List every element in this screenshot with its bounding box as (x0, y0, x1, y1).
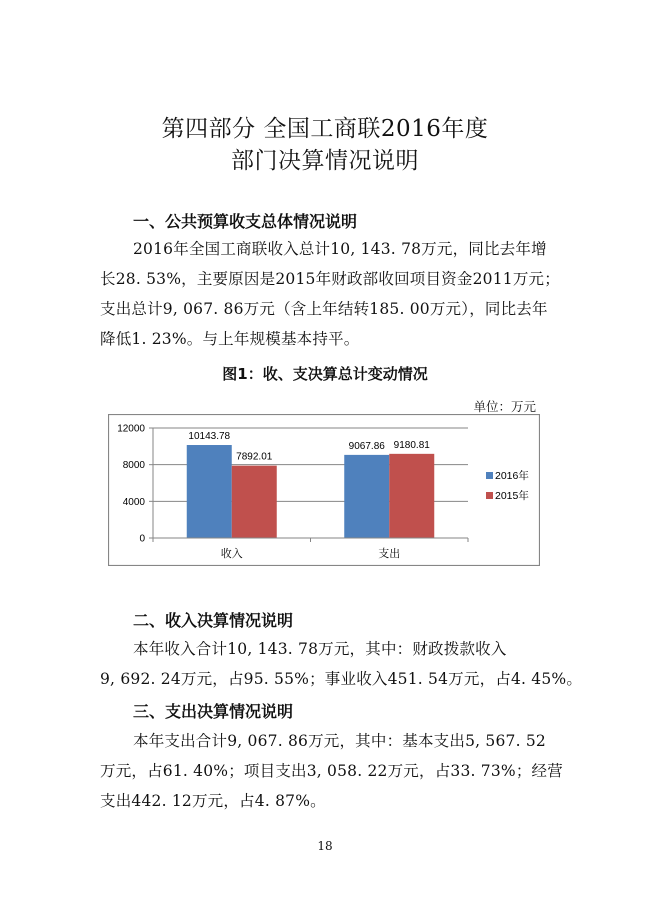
data-label: 10143.78 (188, 431, 231, 443)
x-tick-label: 支出 (378, 548, 401, 560)
bar-2016年-支出 (344, 455, 389, 538)
section-3-line-1: 本年支出合计9, 067. 86万元，其中：基本支出5, 567. 52 (133, 732, 546, 750)
data-label: 9067.86 (348, 440, 385, 452)
bar-2016年-收入 (187, 445, 232, 538)
legend-swatch (486, 492, 493, 499)
section-2-heading: 二、收入决算情况说明 (133, 611, 294, 630)
section-3-line-3: 支出442. 12万元，占4. 87%。 (100, 792, 326, 810)
data-label: 9180.81 (393, 439, 430, 451)
x-tick-label: 收入 (220, 548, 243, 560)
bar-chart (108, 414, 540, 566)
section-1-heading: 一、公共预算收支总体情况说明 (133, 212, 358, 231)
legend-swatch (486, 472, 493, 479)
section-1-line-1: 2016年全国工商联收入总计10, 143. 78万元，同比去年增 (133, 240, 547, 258)
section-1-line-3: 支出总计9, 067. 86万元（含上年结转185. 00万元），同比去年 (100, 300, 548, 318)
chart-frame (109, 415, 540, 566)
page-number: 18 (317, 839, 333, 853)
section-1-line-4: 降低1. 23%。与上年规模基本持平。 (100, 330, 360, 348)
document-title-line-2: 部门决算情况说明 (231, 148, 419, 174)
legend-label: 2015年 (495, 490, 529, 502)
section-3-line-2: 万元，占61. 40%；项目支出3, 058. 22万元，占33. 73%；经营 (100, 762, 563, 780)
section-3-heading: 三、支出决算情况说明 (133, 702, 294, 721)
data-label: 7892.01 (236, 451, 273, 463)
y-tick-label: 12000 (117, 423, 145, 435)
y-tick-label: 8000 (122, 460, 145, 472)
y-tick-label: 4000 (122, 496, 145, 508)
section-2-line-2: 9, 692. 24万元，占95. 55%；事业收入451. 54万元，占4. 45%。 (100, 670, 583, 688)
section-2-line-1: 本年收入合计10, 143. 78万元，其中：财政拨款收入 (133, 640, 507, 658)
figure-title: 图1：收、支决算总计变动情况 (222, 365, 428, 383)
bar-2015年-支出 (389, 454, 434, 538)
document-title-line-1: 第四部分 全国工商联2016年度 (161, 116, 489, 142)
figure-unit-label: 单位：万元 (473, 399, 536, 414)
y-tick-label: 0 (139, 533, 145, 545)
bar-2015年-收入 (232, 466, 277, 538)
section-1-line-2: 长28. 53%，主要原因是2015年财政部收回项目资金2011万元； (100, 270, 560, 288)
legend-label: 2016年 (495, 470, 529, 482)
